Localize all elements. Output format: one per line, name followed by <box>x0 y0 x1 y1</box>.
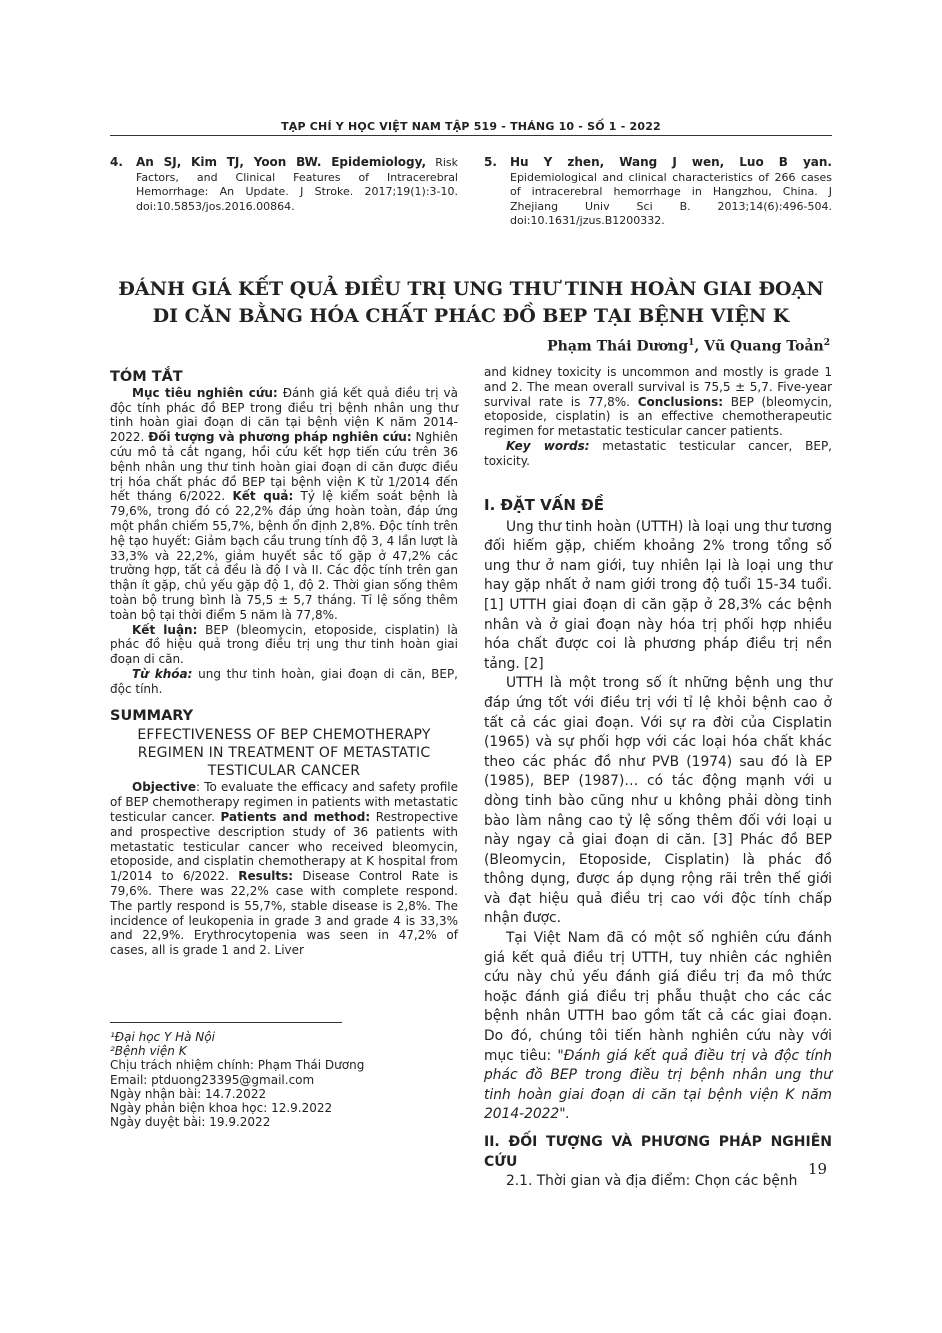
summary-title <box>110 726 458 780</box>
article-title-line: ĐÁNH GIÁ KẾT QUẢ ĐIỀU TRỊ UNG THƯ TINH HOÀN GIAI ĐOẠN <box>118 278 824 300</box>
label-results: Results: <box>238 869 294 884</box>
text-results-continued: and kidney toxicity is uncommon and mostly is grade 1 and 2. The mean overall survival is 75,5 ± 5,7. Five-year survival rate is 77,8%. <box>484 365 832 409</box>
text-ketqua: Tỷ lệ kiểm soát bệnh là 79,6%, trong đó có 22,2% đáp ứng hoàn toàn, đáp ứng một phần chiếm 55,7%, bệnh ổn định 2,8%. Độc tính trên hệ tạo huyết: Giảm bạch cầu trung tính độ 3, 4 lần lượt là 33,3% và 22,2%, giảm huyết sắc tố gặp ở 47,2% các trường hợp, tất cả đều là độ I và II. Các độc tính trên gan thận ít gặp, chủ yếu gặp độ 1, độ 2. Thời gian sống thêm toàn bộ trung bình là 75,5 ± 5,7 tháng. Tỉ lệ sống thêm toàn bộ tại thời điểm 5 năm là 77,8%. <box>110 489 458 622</box>
label-patients-method: Patients and method: <box>220 809 371 824</box>
reference-number: 4. <box>110 155 123 169</box>
intro-objective-quote: "Đánh giá kết quả điều trị và độc tính phác đồ BEP trong điều trị bệnh nhân ung thư tinh hoàn giai đoạn di căn tại bệnh viện K năm 2014-2022". <box>484 1047 832 1123</box>
section-heading-tomtat: TÓM TẮT <box>110 369 183 385</box>
footnote-affiliation-2: ²Bệnh viện K <box>110 1044 187 1059</box>
article-title-line: DI CĂN BẰNG HÓA CHẤT PHÁC ĐỒ BEP TẠI BỆNH VIỆN K <box>152 305 790 327</box>
author-separator: , <box>694 338 705 355</box>
article-title <box>60 276 882 330</box>
reference-authors: Hu Y zhen, Wang J wen, Luo B yan. <box>510 155 832 169</box>
author-line <box>547 338 830 355</box>
author-affiliation-mark: 2 <box>823 338 830 348</box>
text-muctieu: Đánh giá kết quả điều trị và độc tính phác đồ BEP trong điều trị bệnh nhân ung thư tinh hoàn giai đoạn di căn tại bệnh viện K năm 2014-2022. <box>110 385 458 445</box>
abstract-en-keywords <box>484 439 832 469</box>
section-heading-methods: II. ĐỐI TƯỢNG VÀ PHƯƠNG PHÁP NGHIÊN CỨU <box>484 1134 832 1170</box>
intro-paragraph-1: Ung thư tinh hoàn (UTTH) là loại ung thư tương đối hiếm gặp, chiếm khoảng 2% trong tổng số ung thư ở nam giới, tuy nhiên lại là loại ung thư hay gặp nhất ở nam giới trong độ tuổi 15-34 tuổi.[1] UTTH giai đoạn di căn gặp ở 28,3% các bệnh nhân và ở giai đoạn này hóa trị phối hợp nhiều hóa chất được coi là phương pháp điều trị nền tảng. [2] <box>484 518 832 672</box>
reference-text: Epidemiological and clinical characteristics of 266 cases of intracerebral hemorrhage in Hangzhou, China. J Zhejiang Univ Sci B. 2013;14(6):496-504. doi:10.1631/jzus.B1200332. <box>510 170 832 227</box>
summary-title-line: EFFECTIVENESS OF BEP CHEMOTHERAPY <box>137 727 431 744</box>
abstract-vi-keywords <box>110 667 458 697</box>
abstract-en-continued <box>484 365 832 439</box>
reference-4 <box>110 155 458 214</box>
right-column-abstract <box>484 365 832 469</box>
running-header: TẠP CHÍ Y HỌC VIỆT NAM TẬP 519 - THÁNG 10 - SỐ 1 - 2022 <box>281 120 661 133</box>
abstract-en-paragraph <box>110 780 458 958</box>
footnote-accepted: Ngày duyệt bài: 19.9.2022 <box>110 1115 271 1130</box>
text-2-1: Chọn các bệnh <box>690 1173 798 1190</box>
label-tukhoa: Từ khóa: <box>132 666 193 681</box>
label-ketluan: Kết luận: <box>132 622 198 637</box>
intro-paragraph-2: UTTH là một trong số ít những bệnh ung thư đáp ứng tốt với điều trị với tỉ lệ khỏi bệnh cao ở tất cả các giai đoạn. Với sự ra đời của Cisplatin (1965) và sự phối hợp với các loại hóa chất khác theo các phác đồ như PVB (1974) sau đó là EP (1985), BEP (1987)… có tác động mạnh với u dòng tinh bào cũng như u không phải dòng tinh bào làm nâng cao tỷ lệ sống thêm đối với loại u này ngay cả giai đoạn di căn. [3] Phác đồ BEP (Bleomycin, Etoposide, Cisplatin) là phác đồ thông dụng, được áp dụng rộng rãi trên thế giới và đạt hiệu quả điều trị cao với độc tính chấp nhận được. <box>484 675 832 927</box>
summary-title-line: TESTICULAR CANCER <box>207 763 361 780</box>
text-keywords: metastatic testicular cancer, BEP, toxicity. <box>484 438 832 468</box>
methods-subsection-2-1 <box>484 1172 832 1192</box>
text-objective: : To evaluate the efficacy and safety profile of BEP chemotherapy regimen in patients with metastatic testicular cancer. <box>110 780 458 824</box>
header-rule <box>110 135 832 136</box>
intro-text: Tại Việt Nam đã có một số nghiên cứu đánh giá kết quả điều trị UTTH, tuy nhiên các nghiên cứu này chủ yếu đánh giá điều trị đa mô thức hoặc đánh giá điều trị phẫu thuật cho các các bệnh nhân UTTH bao gồm tất cả các giai đoạn. Do đó, chúng tôi tiến hành nghiên cứu này với mục tiêu: <box>484 930 832 1064</box>
reference-authors: An SJ, Kim TJ, Yoon BW. Epidemiology, <box>136 155 427 169</box>
reference-number: 5. <box>484 155 497 169</box>
label-ketqua: Kết quả: <box>232 489 294 504</box>
text-doituong: Nghiên cứu mô tả cắt ngang, hồi cứu kết hợp tiến cứu trên 36 bệnh nhân ung thư tinh hoàn giai đoạn di căn được điều trị hóa chất phác đồ BEP tại bệnh viện K từ 1/2014 đến hết tháng 6/2022. <box>110 430 459 504</box>
summary-title-line: REGIMEN IN TREATMENT OF METASTATIC <box>137 745 431 762</box>
footnote-email: Email: ptduong23395@gmail.com <box>110 1072 315 1087</box>
footnote-affiliation-1: ¹Đại học Y Hà Nội <box>110 1030 215 1044</box>
left-column <box>110 370 458 958</box>
footnotes <box>110 1030 458 1129</box>
label-muctieu: Mục tiêu nghiên cứu: <box>132 385 278 400</box>
abstract-vi-conclusion <box>110 623 458 667</box>
text-results: Disease Control Rate is 79,6%. There was 22,2% case with complete respond. The partly respond is 55,7%, stable disease is 2,8%. The incidence of leukopenia in grade 3 and grade 4 is 33,3% and 22,9%. Erythrocytopenia was seen in 47,2% of cases, all is grade 1 and 2. Liver <box>110 869 458 958</box>
label-keywords: Key words: <box>506 438 590 453</box>
abstract-vi-paragraph <box>110 386 458 623</box>
text-ketluan: BEP (bleomycin, etoposide, cisplatin) là phác đồ hiệu quả trong điều trị ung thư tinh hoàn giai đoạn di căn. <box>110 622 458 667</box>
author-name: Phạm Thái Dương <box>547 338 689 355</box>
text-patients-method: Restropective and prospective description study of 36 patients with metastatic testicular cancer who received bleomycin, etoposide, and cisplatin chemotherapy at K hospital from 1/2014 to 6/2022. <box>110 809 459 884</box>
footnote-rule <box>110 1022 342 1023</box>
section-heading-intro: I. ĐẶT VẤN ĐỀ <box>484 496 604 514</box>
intro-paragraph-3 <box>484 929 832 1125</box>
label-objective: Objective <box>132 780 196 795</box>
text-conclusions: BEP (bleomycin, etoposide, cisplatin) is an effective chemotherapeutic regimen for metastatic testicular cancer patients. <box>484 394 833 439</box>
label-conclusions: Conclusions: <box>637 394 724 409</box>
reference-5 <box>484 155 832 229</box>
label-2-1: 2.1. Thời gian và địa điểm: <box>506 1173 691 1190</box>
page-number: 19 <box>808 1160 828 1178</box>
footnote-reviewed: Ngày phản biện khoa học: 12.9.2022 <box>110 1101 333 1116</box>
label-doituong: Đối tượng và phương pháp nghiên cứu: <box>148 430 412 445</box>
reference-text: Risk Factors, and Clinical Features of Intracerebral Hemorrhage: An Update. J Stroke. 2017;19(1):3-10. doi:10.5853/jos.2016.00864. <box>136 156 459 213</box>
section-heading-summary: SUMMARY <box>110 707 194 724</box>
author-name: Vũ Quang Toản <box>704 338 824 355</box>
text-tukhoa: ung thư tinh hoàn, giai đoạn di căn, BEP, độc tính. <box>110 666 458 696</box>
author-affiliation-mark: 1 <box>688 338 695 348</box>
footnote-received: Ngày nhận bài: 14.7.2022 <box>110 1086 267 1101</box>
footnote-corresponding: Chịu trách nhiệm chính: Phạm Thái Dương <box>110 1058 365 1073</box>
right-column-body <box>484 496 832 1192</box>
